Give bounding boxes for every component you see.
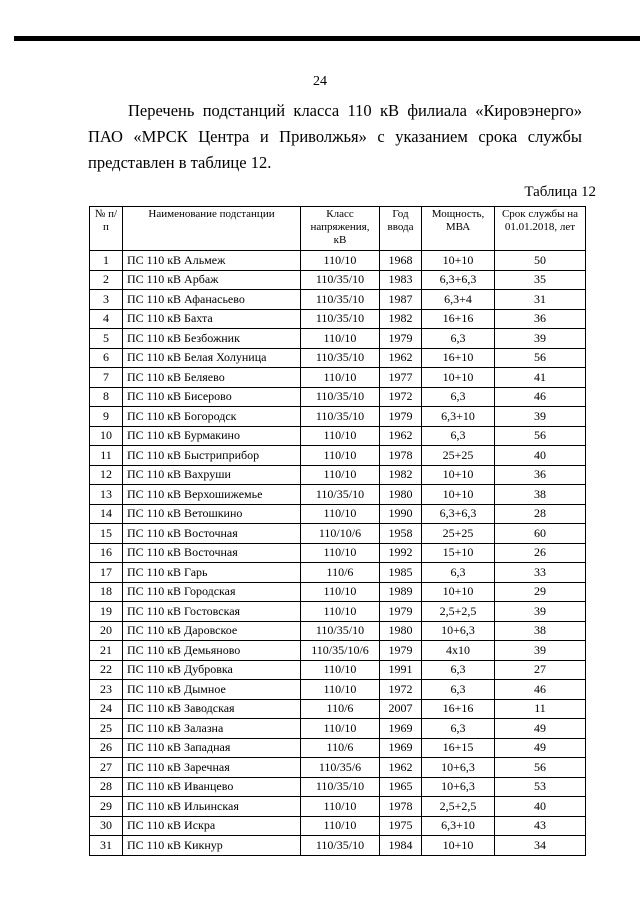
cell-power: 4x10 [422, 641, 495, 661]
cell-power: 6,3+6,3 [422, 504, 495, 524]
cell-service: 39 [495, 407, 586, 427]
cell-service: 36 [495, 309, 586, 329]
table-row [90, 719, 586, 739]
cell-name: ПС 110 кВ Быстриприбор [123, 446, 301, 466]
cell-voltage: 110/35/10 [301, 309, 380, 329]
cell-num: 5 [90, 329, 123, 349]
cell-year: 1969 [380, 719, 422, 739]
cell-name: ПС 110 кВ Городская [123, 582, 301, 602]
cell-power: 10+10 [422, 836, 495, 856]
cell-power: 15+10 [422, 543, 495, 563]
cell-num: 16 [90, 543, 123, 563]
cell-service: 39 [495, 329, 586, 349]
cell-power: 25+25 [422, 446, 495, 466]
table-row [90, 329, 586, 349]
cell-year: 2007 [380, 699, 422, 719]
cell-voltage: 110/35/10 [301, 270, 380, 290]
cell-service: 38 [495, 621, 586, 641]
cell-num: 29 [90, 797, 123, 817]
cell-num: 17 [90, 563, 123, 583]
cell-num: 8 [90, 387, 123, 407]
cell-num: 12 [90, 465, 123, 485]
table-row [90, 680, 586, 700]
header-voltage: Класс напряжения, кВ [301, 207, 380, 251]
table-row [90, 758, 586, 778]
cell-service: 46 [495, 680, 586, 700]
cell-power: 6,3 [422, 329, 495, 349]
cell-power: 6,3 [422, 387, 495, 407]
cell-name: ПС 110 кВ Ильинская [123, 797, 301, 817]
table-row [90, 251, 586, 271]
cell-power: 10+6,3 [422, 777, 495, 797]
cell-num: 31 [90, 836, 123, 856]
cell-num: 10 [90, 426, 123, 446]
cell-name: ПС 110 кВ Безбожник [123, 329, 301, 349]
cell-year: 1979 [380, 641, 422, 661]
cell-year: 1969 [380, 738, 422, 758]
cell-voltage: 110/10 [301, 660, 380, 680]
cell-year: 1965 [380, 777, 422, 797]
cell-num: 24 [90, 699, 123, 719]
cell-service: 39 [495, 602, 586, 622]
cell-power: 6,3 [422, 563, 495, 583]
table-row [90, 524, 586, 544]
cell-voltage: 110/35/6 [301, 758, 380, 778]
cell-num: 22 [90, 660, 123, 680]
cell-name: ПС 110 кВ Залазна [123, 719, 301, 739]
cell-name: ПС 110 кВ Гостовская [123, 602, 301, 622]
table-row [90, 797, 586, 817]
cell-name: ПС 110 кВ Восточная [123, 524, 301, 544]
cell-year: 1962 [380, 348, 422, 368]
table-row [90, 777, 586, 797]
cell-year: 1975 [380, 816, 422, 836]
cell-num: 13 [90, 485, 123, 505]
cell-service: 56 [495, 758, 586, 778]
cell-name: ПС 110 кВ Бахта [123, 309, 301, 329]
cell-name: ПС 110 кВ Арбаж [123, 270, 301, 290]
cell-year: 1983 [380, 270, 422, 290]
cell-name: ПС 110 кВ Бисерово [123, 387, 301, 407]
cell-service: 50 [495, 251, 586, 271]
table-row [90, 407, 586, 427]
cell-name: ПС 110 кВ Дымное [123, 680, 301, 700]
cell-voltage: 110/35/10 [301, 836, 380, 856]
cell-service: 33 [495, 563, 586, 583]
cell-name: ПС 110 кВ Демьяново [123, 641, 301, 661]
cell-num: 4 [90, 309, 123, 329]
cell-year: 1958 [380, 524, 422, 544]
table-row [90, 485, 586, 505]
cell-year: 1992 [380, 543, 422, 563]
cell-power: 2,5+2,5 [422, 602, 495, 622]
cell-power: 25+25 [422, 524, 495, 544]
cell-num: 1 [90, 251, 123, 271]
table-row [90, 816, 586, 836]
cell-num: 23 [90, 680, 123, 700]
cell-service: 29 [495, 582, 586, 602]
cell-year: 1980 [380, 485, 422, 505]
cell-service: 53 [495, 777, 586, 797]
cell-voltage: 110/35/10 [301, 621, 380, 641]
header-year: Год ввода [380, 207, 422, 251]
cell-power: 10+10 [422, 465, 495, 485]
cell-year: 1991 [380, 660, 422, 680]
cell-power: 10+10 [422, 485, 495, 505]
table-row [90, 309, 586, 329]
cell-num: 7 [90, 368, 123, 388]
header-name: Наименование подстанции [123, 207, 301, 251]
cell-name: ПС 110 кВ Западная [123, 738, 301, 758]
table-row [90, 426, 586, 446]
cell-year: 1987 [380, 290, 422, 310]
substations-table [89, 206, 586, 856]
cell-year: 1979 [380, 329, 422, 349]
cell-num: 15 [90, 524, 123, 544]
intro-paragraph: Перечень подстанций класса 110 кВ филиала «Кировэнерго» ПАО «МРСК Центра и Приволжья» с указанием срока службы представлен в таблице 12. [88, 101, 582, 172]
cell-year: 1977 [380, 368, 422, 388]
cell-power: 10+10 [422, 368, 495, 388]
table-row [90, 504, 586, 524]
cell-voltage: 110/6 [301, 738, 380, 758]
cell-service: 31 [495, 290, 586, 310]
cell-name: ПС 110 кВ Гарь [123, 563, 301, 583]
table-row [90, 290, 586, 310]
cell-voltage: 110/10 [301, 816, 380, 836]
cell-power: 6,3+6,3 [422, 270, 495, 290]
cell-power: 10+6,3 [422, 621, 495, 641]
cell-name: ПС 110 кВ Альмеж [123, 251, 301, 271]
cell-voltage: 110/35/10 [301, 485, 380, 505]
cell-voltage: 110/10 [301, 329, 380, 349]
cell-service: 56 [495, 426, 586, 446]
table-row [90, 738, 586, 758]
cell-power: 16+10 [422, 348, 495, 368]
cell-service: 27 [495, 660, 586, 680]
cell-num: 21 [90, 641, 123, 661]
cell-service: 39 [495, 641, 586, 661]
cell-name: ПС 110 кВ Вахруши [123, 465, 301, 485]
cell-service: 43 [495, 816, 586, 836]
cell-num: 11 [90, 446, 123, 466]
table-row [90, 348, 586, 368]
cell-service: 49 [495, 719, 586, 739]
cell-power: 16+15 [422, 738, 495, 758]
table-row [90, 699, 586, 719]
cell-year: 1972 [380, 680, 422, 700]
table-row [90, 465, 586, 485]
cell-num: 27 [90, 758, 123, 778]
table-header-row [90, 207, 586, 251]
table-caption: Таблица 12 [524, 184, 596, 200]
cell-name: ПС 110 кВ Искра [123, 816, 301, 836]
cell-year: 1982 [380, 465, 422, 485]
cell-service: 34 [495, 836, 586, 856]
cell-voltage: 110/35/10 [301, 290, 380, 310]
cell-service: 49 [495, 738, 586, 758]
table-row [90, 602, 586, 622]
table-row [90, 660, 586, 680]
cell-service: 11 [495, 699, 586, 719]
cell-year: 1978 [380, 446, 422, 466]
cell-service: 36 [495, 465, 586, 485]
cell-year: 1972 [380, 387, 422, 407]
cell-voltage: 110/10 [301, 543, 380, 563]
cell-voltage: 110/35/10 [301, 407, 380, 427]
cell-voltage: 110/35/10 [301, 777, 380, 797]
cell-name: ПС 110 кВ Верхошижемье [123, 485, 301, 505]
cell-num: 6 [90, 348, 123, 368]
cell-voltage: 110/10 [301, 251, 380, 271]
cell-name: ПС 110 кВ Иванцево [123, 777, 301, 797]
cell-name: ПС 110 кВ Беляево [123, 368, 301, 388]
cell-name: ПС 110 кВ Бурмакино [123, 426, 301, 446]
cell-voltage: 110/35/10/6 [301, 641, 380, 661]
cell-year: 1962 [380, 758, 422, 778]
cell-year: 1984 [380, 836, 422, 856]
cell-year: 1968 [380, 251, 422, 271]
cell-num: 14 [90, 504, 123, 524]
cell-year: 1979 [380, 407, 422, 427]
header-service: Срок службы на 01.01.2018, лет [495, 207, 586, 251]
table-row [90, 446, 586, 466]
top-rule [14, 36, 640, 41]
cell-year: 1978 [380, 797, 422, 817]
cell-num: 30 [90, 816, 123, 836]
cell-name: ПС 110 кВ Афанасьево [123, 290, 301, 310]
cell-year: 1962 [380, 426, 422, 446]
cell-num: 3 [90, 290, 123, 310]
cell-voltage: 110/10 [301, 465, 380, 485]
cell-power: 6,3 [422, 680, 495, 700]
table-row [90, 641, 586, 661]
cell-service: 60 [495, 524, 586, 544]
cell-service: 28 [495, 504, 586, 524]
page-number: 24 [313, 74, 327, 89]
cell-service: 38 [495, 485, 586, 505]
cell-name: ПС 110 кВ Ветошкино [123, 504, 301, 524]
cell-power: 6,3 [422, 719, 495, 739]
cell-power: 6,3+10 [422, 407, 495, 427]
cell-name: ПС 110 кВ Заречная [123, 758, 301, 778]
cell-name: ПС 110 кВ Дубровка [123, 660, 301, 680]
cell-voltage: 110/6 [301, 699, 380, 719]
cell-year: 1979 [380, 602, 422, 622]
cell-service: 26 [495, 543, 586, 563]
cell-service: 41 [495, 368, 586, 388]
cell-service: 40 [495, 797, 586, 817]
cell-voltage: 110/10/6 [301, 524, 380, 544]
cell-num: 20 [90, 621, 123, 641]
header-power: Мощность, МВА [422, 207, 495, 251]
table-row [90, 621, 586, 641]
table-row [90, 582, 586, 602]
table-row [90, 270, 586, 290]
cell-service: 46 [495, 387, 586, 407]
header-num: № п/п [90, 207, 123, 251]
cell-name: ПС 110 кВ Белая Холуница [123, 348, 301, 368]
table-row [90, 387, 586, 407]
cell-voltage: 110/35/10 [301, 387, 380, 407]
cell-num: 2 [90, 270, 123, 290]
cell-voltage: 110/10 [301, 602, 380, 622]
cell-num: 28 [90, 777, 123, 797]
cell-name: ПС 110 кВ Богородск [123, 407, 301, 427]
cell-year: 1990 [380, 504, 422, 524]
cell-year: 1980 [380, 621, 422, 641]
cell-power: 6,3 [422, 426, 495, 446]
cell-voltage: 110/10 [301, 426, 380, 446]
table-body [90, 251, 586, 856]
cell-power: 6,3+4 [422, 290, 495, 310]
cell-service: 35 [495, 270, 586, 290]
cell-num: 19 [90, 602, 123, 622]
cell-power: 16+16 [422, 699, 495, 719]
cell-year: 1982 [380, 309, 422, 329]
cell-voltage: 110/35/10 [301, 348, 380, 368]
cell-name: ПС 110 кВ Кикнур [123, 836, 301, 856]
cell-year: 1985 [380, 563, 422, 583]
cell-voltage: 110/10 [301, 446, 380, 466]
cell-power: 6,3 [422, 660, 495, 680]
cell-voltage: 110/10 [301, 368, 380, 388]
cell-power: 10+10 [422, 251, 495, 271]
cell-service: 56 [495, 348, 586, 368]
cell-num: 25 [90, 719, 123, 739]
cell-voltage: 110/10 [301, 680, 380, 700]
cell-power: 2,5+2,5 [422, 797, 495, 817]
cell-power: 10+6,3 [422, 758, 495, 778]
table-row [90, 368, 586, 388]
table-row [90, 836, 586, 856]
cell-voltage: 110/10 [301, 719, 380, 739]
table-row [90, 543, 586, 563]
cell-power: 6,3+10 [422, 816, 495, 836]
cell-service: 40 [495, 446, 586, 466]
cell-voltage: 110/6 [301, 563, 380, 583]
table-row [90, 563, 586, 583]
cell-year: 1989 [380, 582, 422, 602]
cell-voltage: 110/10 [301, 797, 380, 817]
cell-voltage: 110/10 [301, 582, 380, 602]
cell-name: ПС 110 кВ Заводская [123, 699, 301, 719]
cell-name: ПС 110 кВ Даровское [123, 621, 301, 641]
cell-voltage: 110/10 [301, 504, 380, 524]
cell-power: 10+10 [422, 582, 495, 602]
cell-power: 16+16 [422, 309, 495, 329]
cell-num: 26 [90, 738, 123, 758]
cell-name: ПС 110 кВ Восточная [123, 543, 301, 563]
cell-num: 18 [90, 582, 123, 602]
cell-num: 9 [90, 407, 123, 427]
